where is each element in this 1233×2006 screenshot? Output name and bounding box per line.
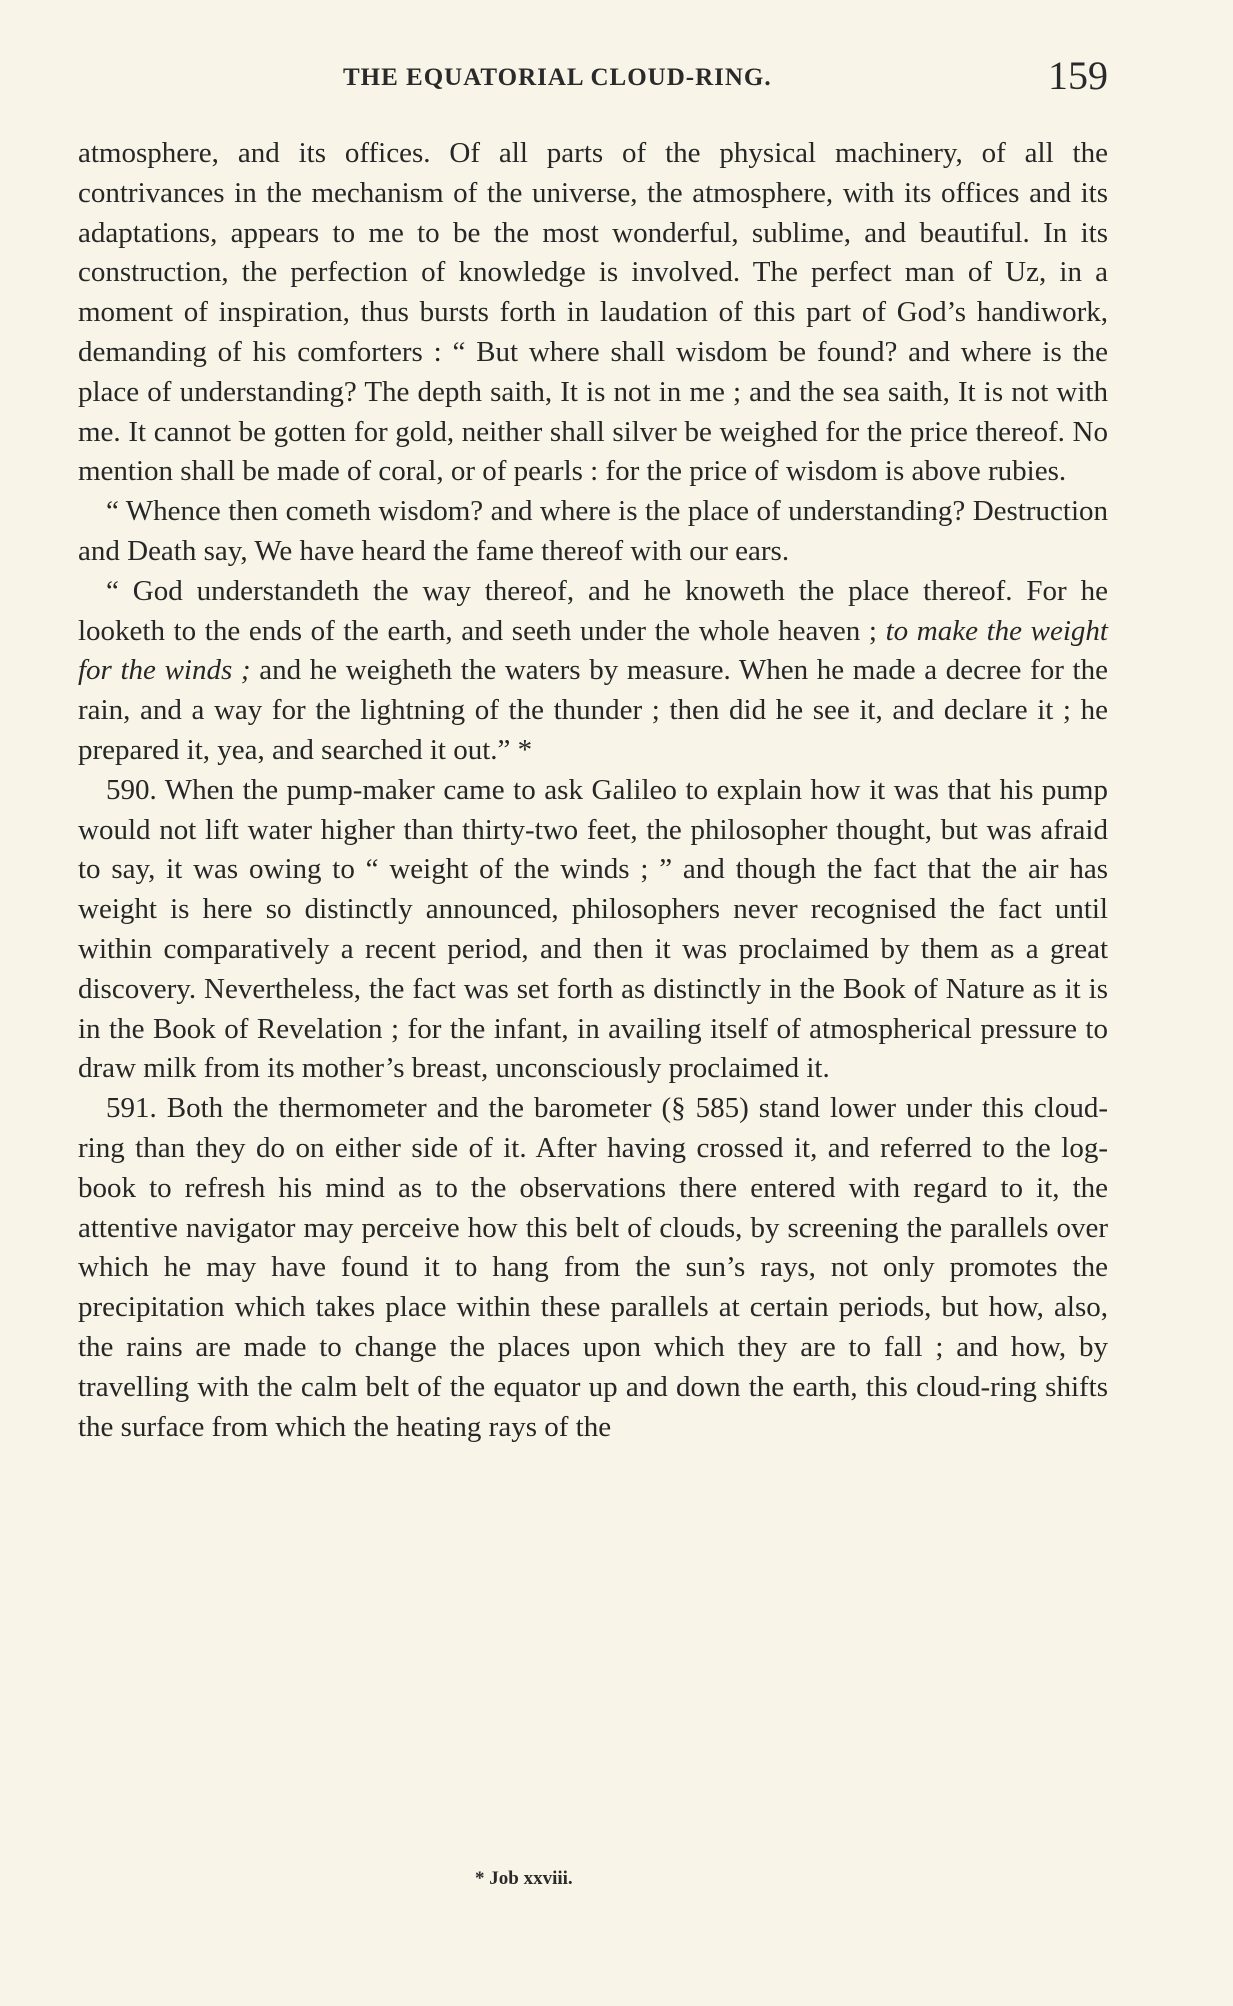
quote-italic-phrase: to make the weight for the winds ; (78, 614, 1108, 687)
body-text (78, 134, 1108, 1447)
page-number: 159 (1048, 53, 1108, 98)
paragraph-590: 590. When the pump-maker came to ask Galileo to explain how it was that his pump would not lift water higher than thirty-two feet, the philosopher thought, but was afraid to say, it was owing to “ weight of the winds ; ” and though the fact that the air has weight is here so distinctly announced, philosophers never recognised the fact until within comparatively a recent period, and then it was proclaimed by them as a great discovery. Nevertheless, the fact was set forth as distinctly in the Book of Nature as it is in the Book of Revelation ; for the infant, in availing itself of atmospherical pressure to draw milk from its mother’s breast, unconsciously proclaimed it. (78, 773, 1108, 1085)
paragraph-atmosphere: atmosphere, and its offices. Of all parts of the physical machinery, of all the contrivances in the mechanism of the universe, the atmosphere, with its offices and its adaptations, appears to me to be the most wonderful, sublime, and beautiful. In its construction, the perfection of knowledge is involved. The perfect man of Uz, in a moment of inspiration, thus bursts forth in laudation of this part of God’s handiwork, demanding of his comforters : “ But where shall wisdom be found? and where is the place of understanding? The depth saith, It is not in me ; and the sea saith, It is not with me. It cannot be gotten for gold, neither shall silver be weighed for the price thereof. No mention shall be made of coral, or of pearls : for the price of wisdom is above rubies. (78, 137, 1108, 488)
paragraph-god-understandeth (78, 572, 1108, 771)
quote-text-before: “ God understandeth the way thereof, and he knoweth the place thereof. For he looketh to the ends of the earth, and seeth under the whole heaven ; (78, 574, 1108, 647)
paragraph-whence-wisdom: “ Whence then cometh wisdom? and where is the place of understanding? Destruction and Death say, We have heard the fame thereof with our ears. (78, 495, 1108, 567)
quote-text-after: and he weigheth the waters by measure. When he made a decree for the rain, and a way for the lightning of the thunder ; then did he see it, and declare it ; he prepared it, yea, and searched it out.” * (78, 654, 1108, 766)
page-header (78, 52, 1108, 112)
footnote: * Job xxviii. (475, 1868, 573, 1889)
paragraph-591: 591. Both the thermometer and the barometer (§ 585) stand lower under this cloud-ring than they do on either side of it. After having crossed it, and referred to the log-book to refresh his mind as to the observations there entered with regard to it, the attentive navigator may perceive how this belt of clouds, by screening the parallels over which he may have found it to hang from the sun’s rays, not only promotes the precipitation which takes place within these parallels at certain periods, but how, also, the rains are made to change the places upon which they are to fall ; and how, by travelling with the calm belt of the equator up and down the earth, this cloud-ring shifts the surface from which the heating rays of the (78, 1092, 1108, 1443)
running-head: THE EQUATORIAL CLOUD-RING. (343, 64, 772, 91)
